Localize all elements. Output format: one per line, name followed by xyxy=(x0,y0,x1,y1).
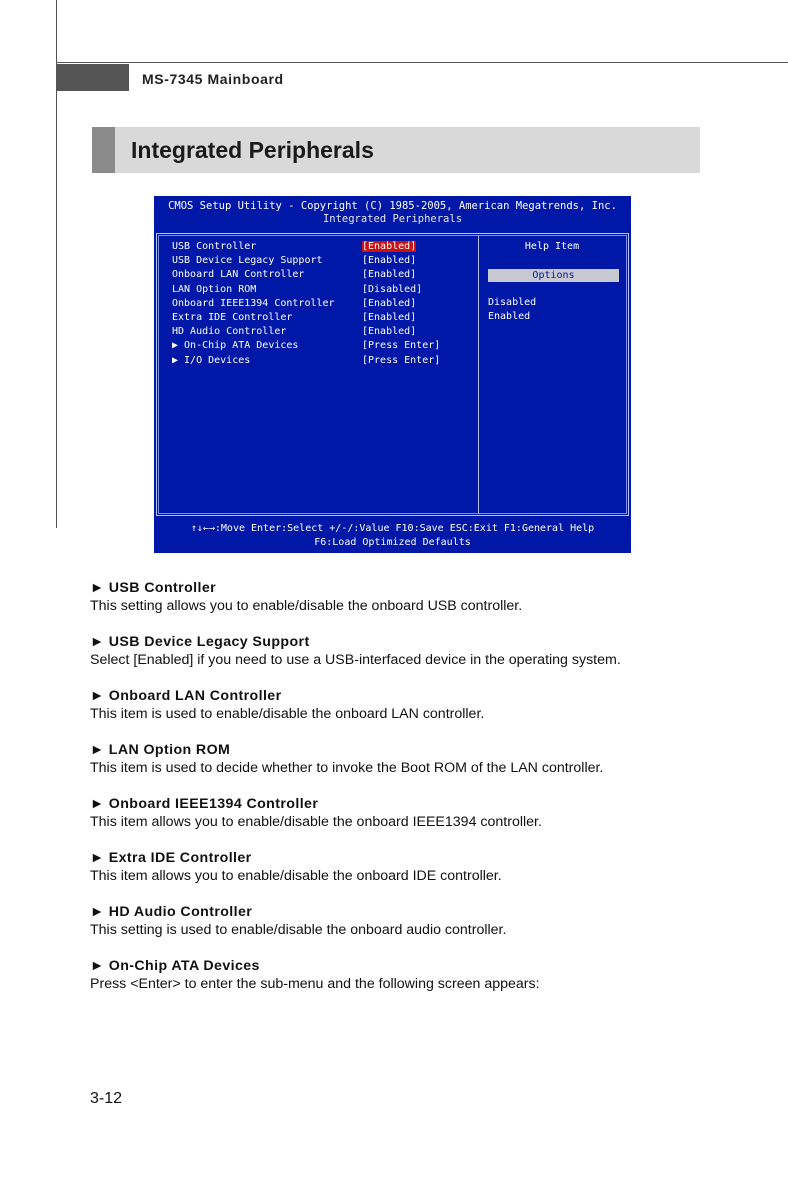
desc-item xyxy=(90,580,750,617)
desc-item xyxy=(90,850,750,887)
desc-item xyxy=(90,958,750,995)
desc-heading: ► USB Device Legacy Support xyxy=(90,634,310,650)
bios-row-value[interactable]: [Enabled] xyxy=(362,255,417,267)
bios-subtitle: Integrated Peripherals xyxy=(322,213,463,225)
desc-text: This item is used to enable/disable the onboard LAN controller. xyxy=(90,706,485,722)
bios-row-label: LAN Option ROM xyxy=(172,283,257,295)
bios-row-label: USB Device Legacy Support xyxy=(172,255,323,267)
bios-footer-keys: ↑↓←→:Move Enter:Select +/-/:Value F10:Save ESC:Exit F1:General Help xyxy=(190,523,595,534)
bios-row-label: Onboard IEEE1394 Controller xyxy=(172,297,335,309)
desc-text: Select [Enabled] if you need to use a USB-interfaced device in the operating system. xyxy=(90,652,621,668)
section-accent xyxy=(92,127,115,173)
bios-divider xyxy=(478,236,479,513)
desc-text: This setting allows you to enable/disable the onboard USB controller. xyxy=(90,598,523,614)
bios-row-value[interactable]: [Enabled] xyxy=(362,241,417,252)
desc-text: This item allows you to enable/disable the onboard IEEE1394 controller. xyxy=(90,814,542,830)
desc-heading: ► LAN Option ROM xyxy=(90,742,231,758)
bios-screenshot xyxy=(154,196,631,553)
desc-item xyxy=(90,634,750,671)
bios-row-lan-rom[interactable] xyxy=(172,284,472,298)
bios-row-io-devices[interactable] xyxy=(172,355,472,369)
bios-row-value[interactable]: [Press Enter] xyxy=(362,354,441,366)
bios-row-ieee1394[interactable] xyxy=(172,298,472,312)
desc-heading: ► HD Audio Controller xyxy=(90,904,253,920)
desc-heading: ► Onboard LAN Controller xyxy=(90,688,282,704)
desc-heading: ► On-Chip ATA Devices xyxy=(90,958,260,974)
header-block xyxy=(57,64,129,91)
desc-item xyxy=(90,904,750,941)
bios-row-value[interactable]: [Enabled] xyxy=(362,269,417,281)
bios-row-label: Extra IDE Controller xyxy=(172,311,293,323)
bios-row-label: ▶ I/O Devices xyxy=(172,354,251,366)
bios-row-value[interactable]: [Enabled] xyxy=(362,297,417,309)
bios-row-value[interactable]: [Enabled] xyxy=(362,326,417,338)
bios-row-label: Onboard LAN Controller xyxy=(172,269,305,281)
desc-text: This setting is used to enable/disable the onboard audio controller. xyxy=(90,922,507,938)
bios-row-value[interactable]: [Disabled] xyxy=(362,283,423,295)
desc-heading: ► USB Controller xyxy=(90,580,217,596)
desc-heading: ► Onboard IEEE1394 Controller xyxy=(90,796,319,812)
bios-row-label: HD Audio Controller xyxy=(172,326,287,338)
desc-text: This item is used to decide whether to invoke the Boot ROM of the LAN controller. xyxy=(90,760,604,776)
header-rule xyxy=(56,62,788,63)
bios-footer-defaults: F6:Load Optimized Defaults xyxy=(314,537,471,548)
bios-option[interactable]: Enabled xyxy=(488,311,531,323)
bios-row-value[interactable]: [Enabled] xyxy=(362,311,417,323)
descriptions xyxy=(90,580,750,1012)
desc-text: Press <Enter> to enter the sub-menu and the following screen appears: xyxy=(90,976,540,992)
section-title: Integrated Peripherals xyxy=(131,137,374,163)
desc-heading: ► Extra IDE Controller xyxy=(90,850,252,866)
bios-row-lan-controller[interactable] xyxy=(172,269,472,283)
bios-row-label: ▶ On-Chip ATA Devices xyxy=(172,340,299,352)
bios-row-onchip-ata[interactable] xyxy=(172,340,472,354)
bios-option[interactable]: Disabled xyxy=(488,297,537,308)
bios-help-title: Help Item xyxy=(524,241,580,252)
bios-title: CMOS Setup Utility - Copyright (C) 1985-2005, American Megatrends, Inc. xyxy=(168,200,617,212)
desc-item xyxy=(90,688,750,725)
bios-options-label: Options xyxy=(488,269,619,282)
bios-row-label: USB Controller xyxy=(172,241,257,252)
desc-text: This item allows you to enable/disable the onboard IDE controller. xyxy=(90,868,502,884)
bios-settings-list xyxy=(172,241,472,369)
bios-row-usb-controller[interactable] xyxy=(172,241,472,255)
bios-options-list xyxy=(488,297,536,325)
bios-row-usb-legacy[interactable] xyxy=(172,255,472,269)
header-title: MS-7345 Mainboard xyxy=(142,71,284,87)
page-number: 3-12 xyxy=(90,1090,123,1107)
bios-row-extra-ide[interactable] xyxy=(172,312,472,326)
bios-row-hd-audio[interactable] xyxy=(172,326,472,340)
bios-row-value[interactable]: [Press Enter] xyxy=(362,340,441,352)
desc-item xyxy=(90,796,750,833)
desc-item xyxy=(90,742,750,779)
